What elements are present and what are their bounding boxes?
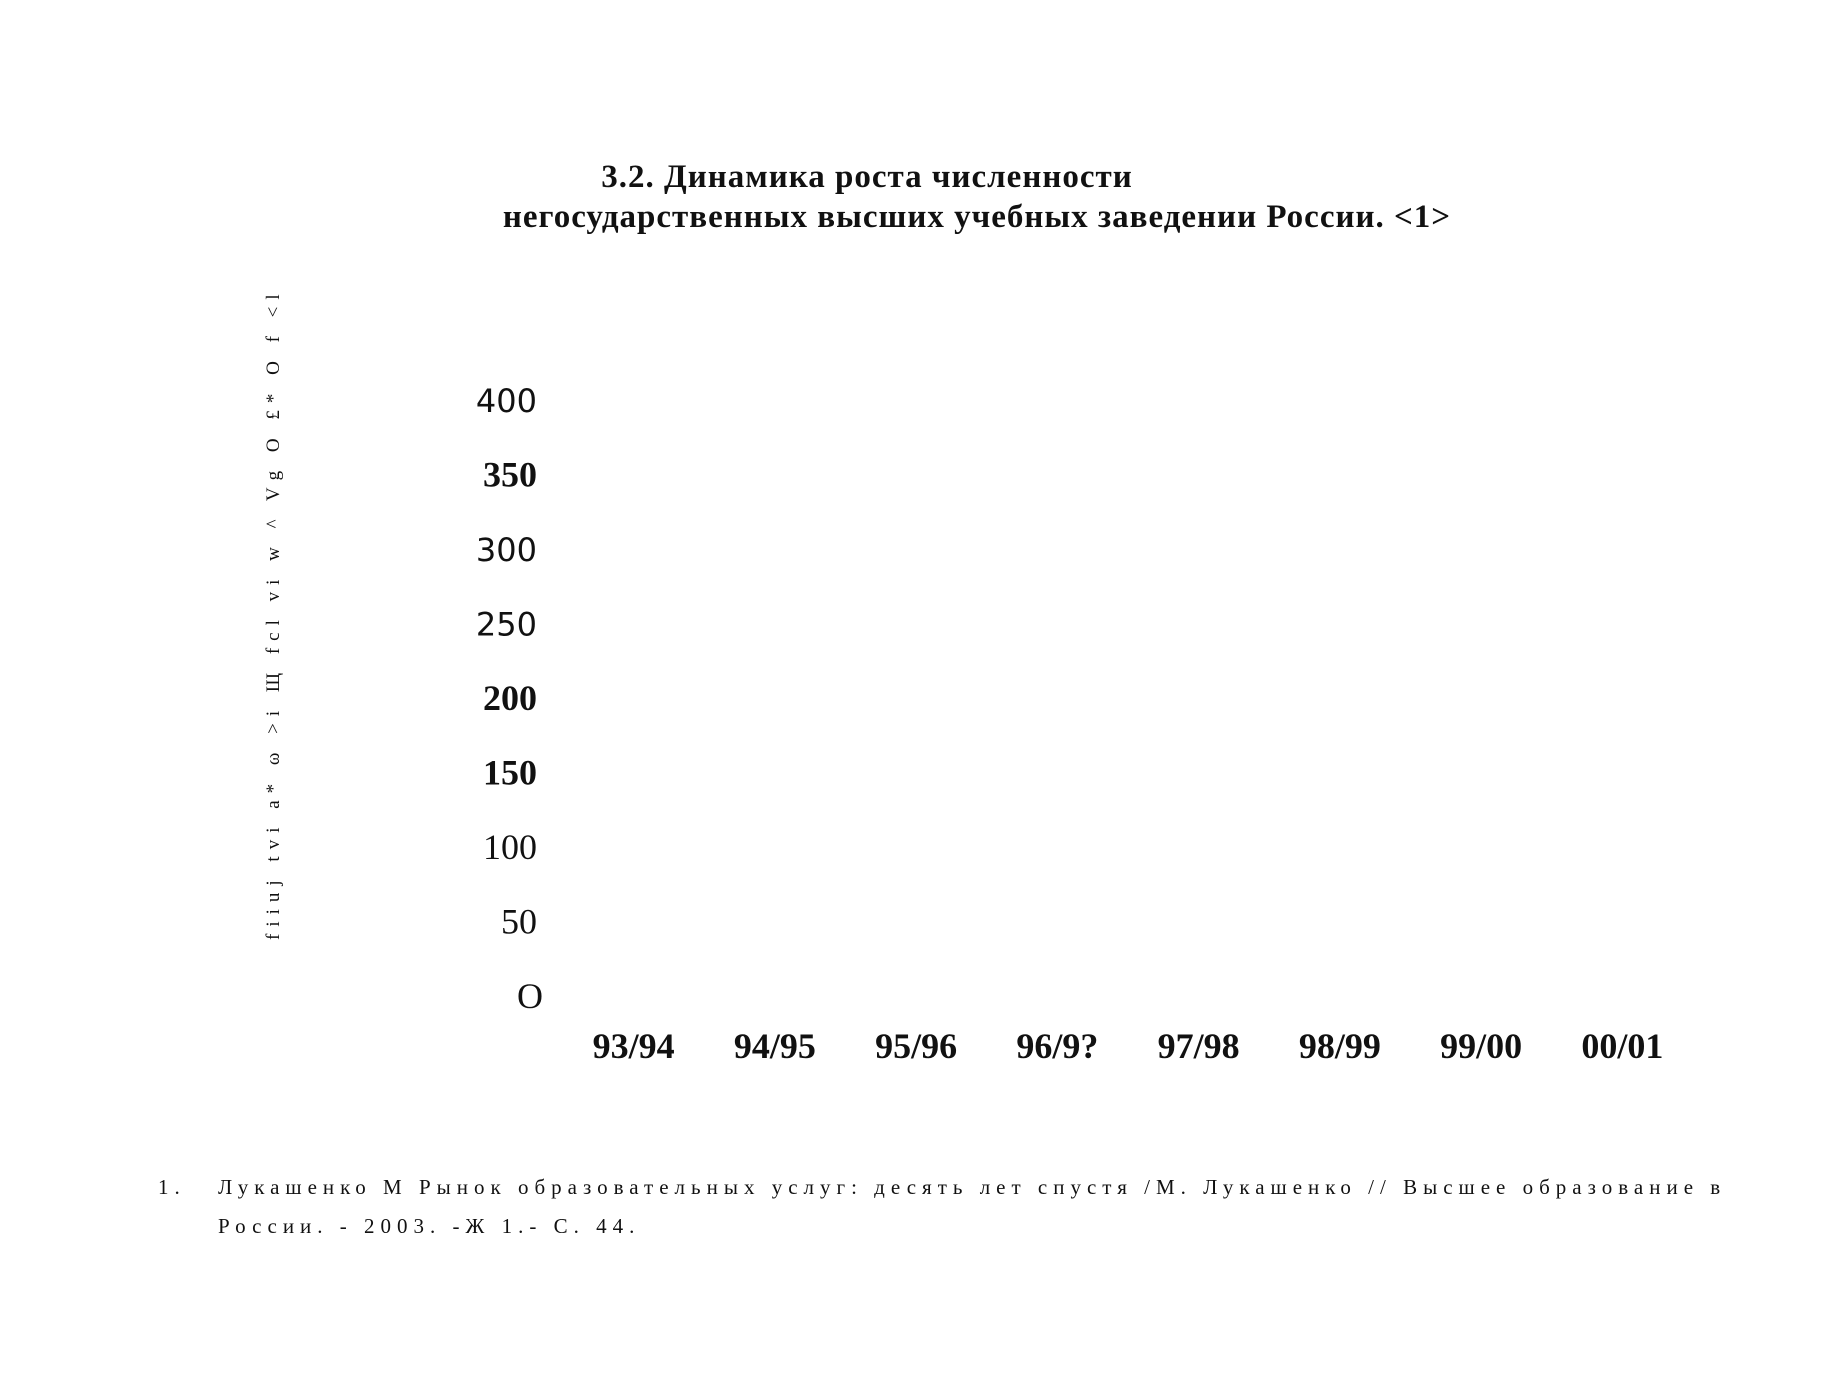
x-tick-label: 93/94 [592,1026,675,1066]
y-axis-label: fiiuj tvi a* ω >i Щ fcl vi w ^ Vg O £* O f <l [263,287,284,940]
y-tick-label: 150 [483,752,537,793]
x-tick-label: 97/98 [1157,1026,1240,1066]
y-tick-label: 250 [475,605,537,644]
y-tick-label: 50 [501,901,537,942]
chart-title-line-1: 3.2. Динамика роста численности [601,159,1133,195]
footnote-number: 1. [158,1175,186,1199]
x-tick-label: 94/95 [733,1026,816,1066]
footnote-text: Лукашенко М Рынок образовательных услуг: десять лет спустя /М. Лукашенко // Высшее образование в России. - 2003. -Ж 1.- С. 44. [218,1175,1727,1238]
x-tick-label: 99/00 [1440,1026,1523,1066]
x-tick-label: 95/96 [875,1026,958,1066]
y-tick-label: 350 [483,454,537,495]
x-tick-label: 98/99 [1298,1026,1381,1066]
y-tick-label: 400 [475,382,537,420]
x-tick-label: 00/01 [1581,1026,1664,1066]
y-tick-label: 100 [483,827,537,867]
y-tick-label: 200 [483,678,537,718]
y-tick-label: O [517,976,543,1016]
chart-title-line-2: негосударственных высших учебных заведении России. <1> [502,199,1452,235]
y-tick-label: 300 [475,531,537,569]
x-tick-label: 96/9? [1016,1026,1099,1066]
